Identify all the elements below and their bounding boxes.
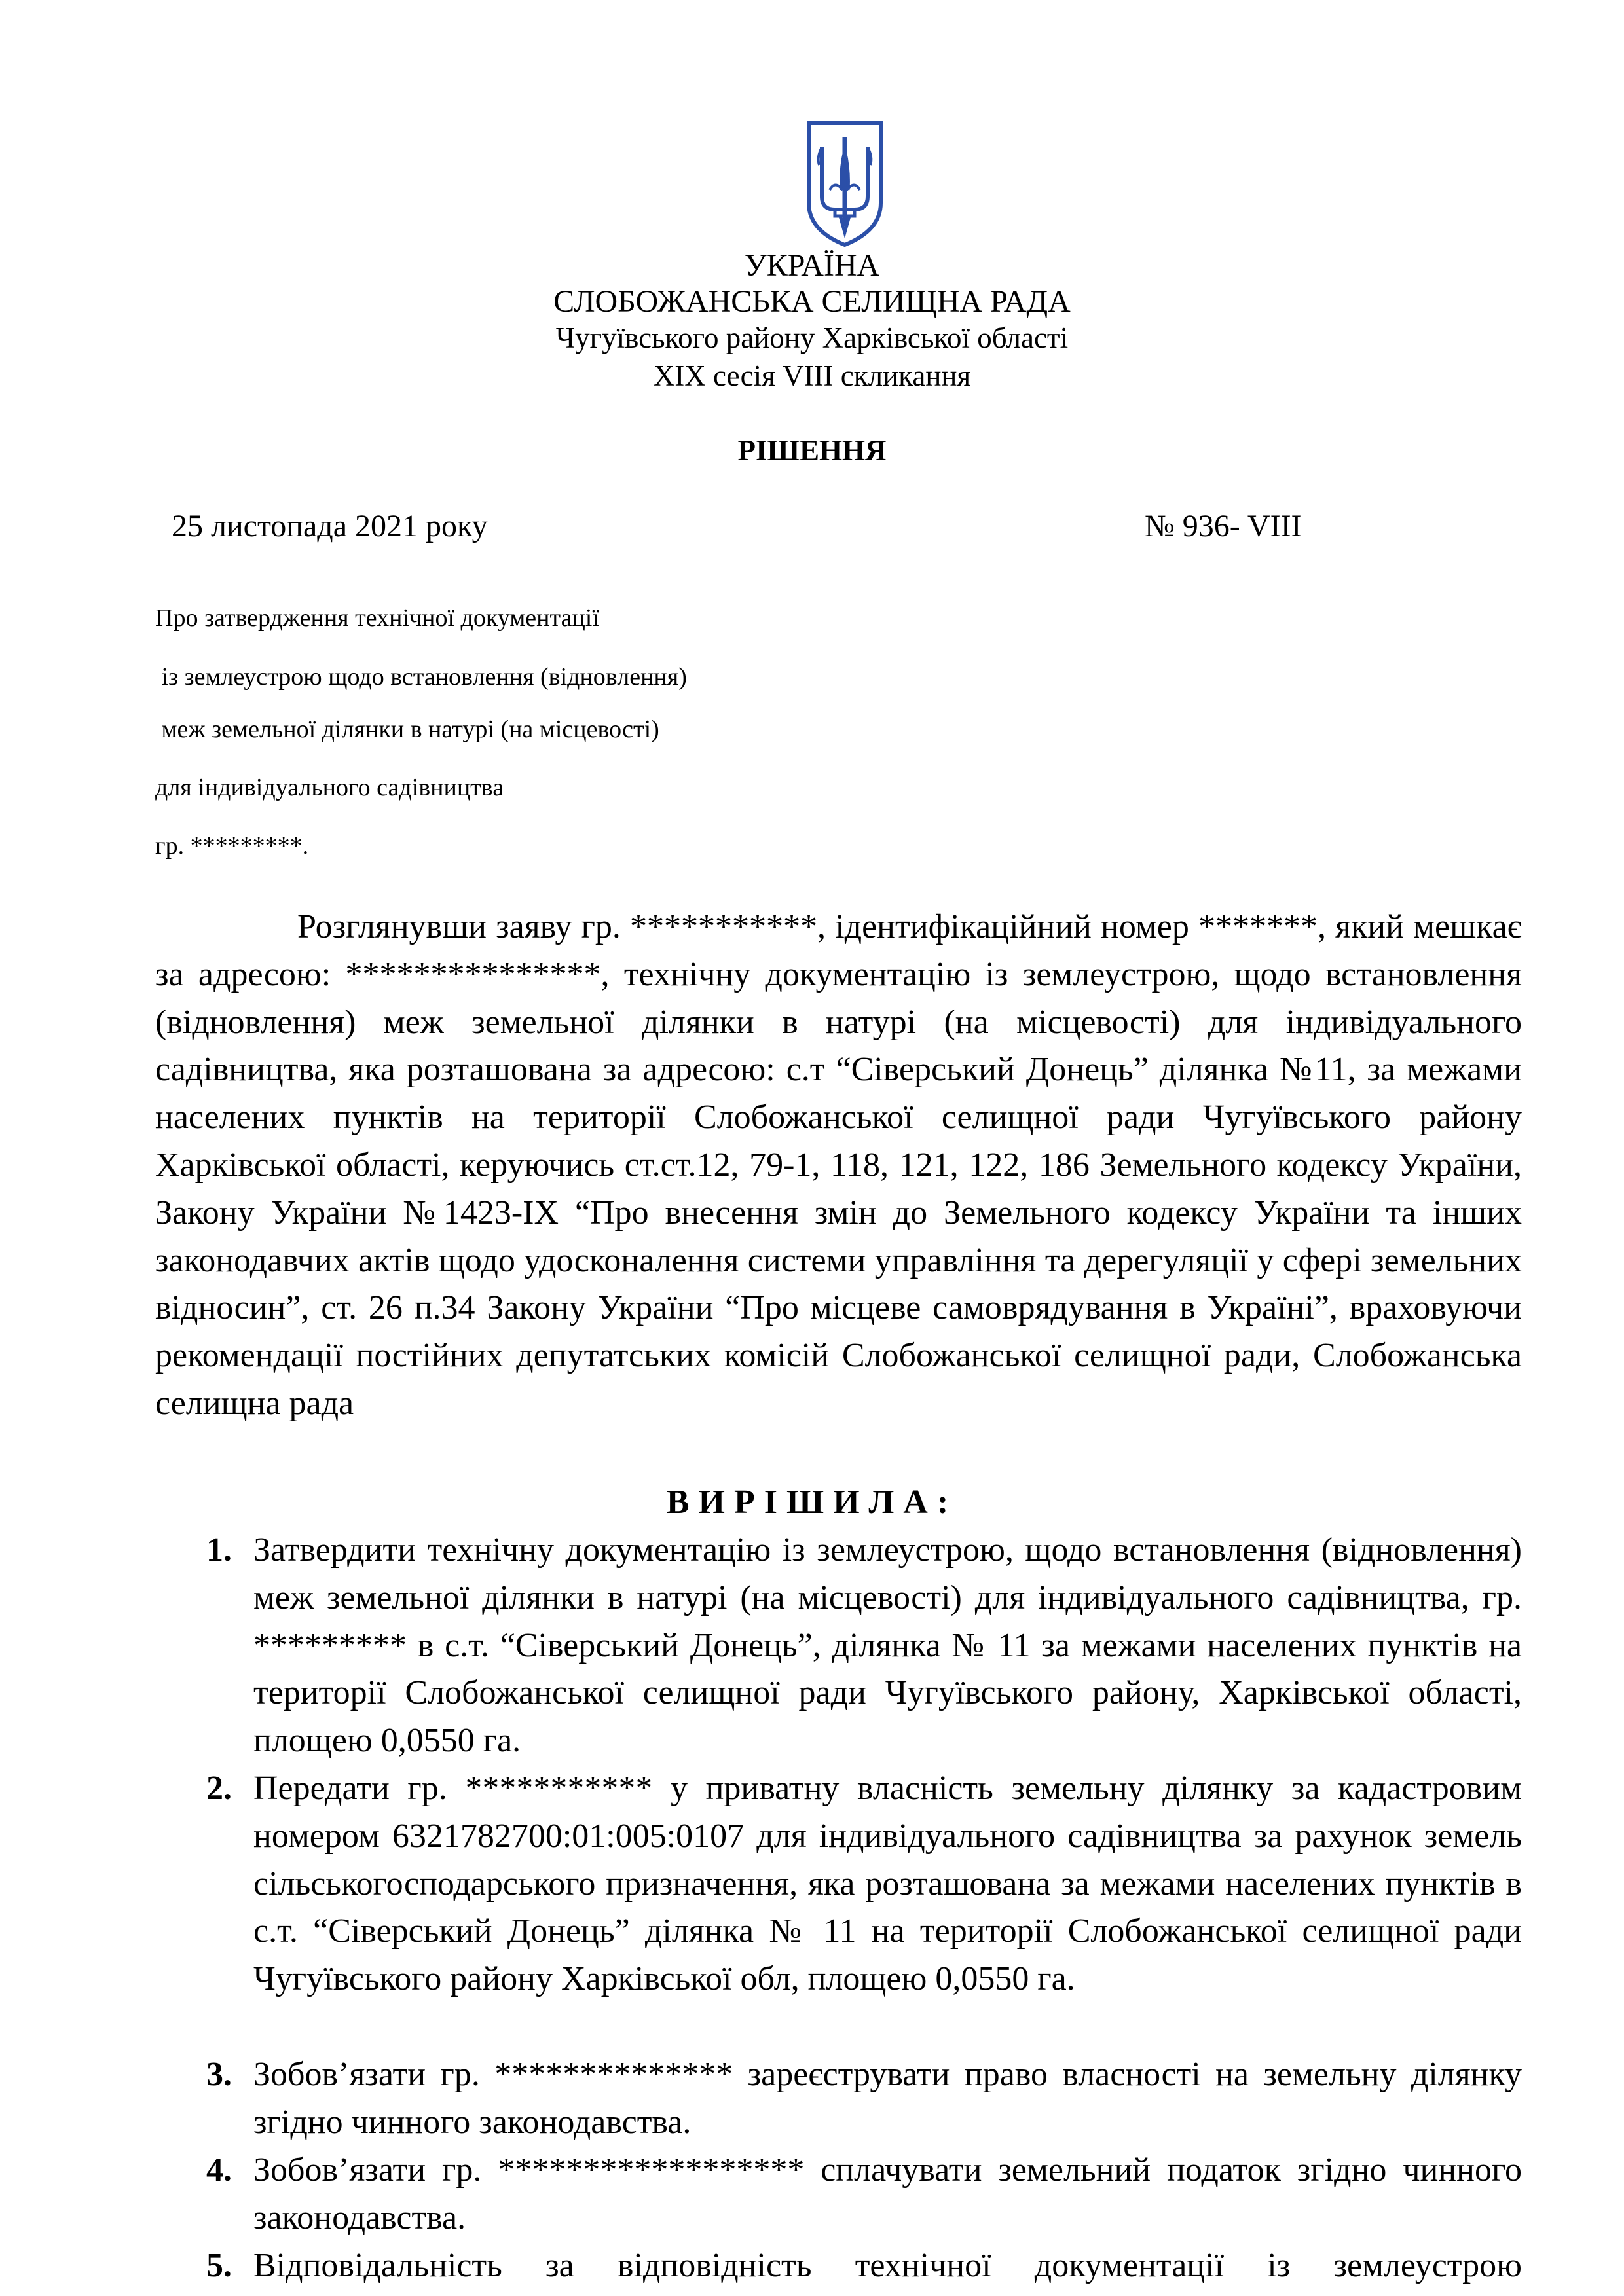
document-title: РІШЕННЯ [737,434,887,467]
decision-date: 25 листопада 2021 року [172,509,488,543]
subject-line: меж земельної ділянки в натурі (на місцевості) [155,716,659,743]
item-number: 4. [206,2151,232,2189]
header-district: Чугуївського району Харківської області [555,321,1069,354]
item-number: 5. [206,2247,232,2284]
preamble-paragraph: Розглянувши заяву гр. ***********, ідентифікаційний номер *******, який мешкає за адресою: ***************, технічну документацію із землеустрою, щодо встановлення (відновлення) меж земельної ділянки в натурі (на місцевості) для індивідуального садівництва, яка розташована за адресою: с.т “Сіверський Донець” ділянка №11, за межами населених пунктів на території Слобожанської селищної ради Чугуївського району Харківської області, керуючись ст.ст.12, 79-1, 118, 121, 122, 186 Земельного кодексу України, Закону України №1423-IX “Про внесення змін до Земельного кодексу України та інших законодавчих актів щодо удосконалення системи управління та дерегуляції у сфері земельних відносин”, ст. 26 п.34 Закону України “Про місцеве самоврядування в Україні”, враховуючи рекомендації постійних депутатських комісій Слобожанської селищної ради, Слобожанська селищна рада [155,908,1522,1422]
item-text: Зобов’язати гр. ****************** сплачувати земельний податок згідно чинного законодавства. [253,2151,1522,2236]
subject-line: для індивідуального садівництва [155,774,504,801]
decided-heading: ВИРІШИЛА: [666,1484,958,1521]
header-session: XIX сесія VIII скликання [653,359,971,392]
item-text: Затвердити технічну документацію із землеустрою, щодо встановлення (відновлення) меж земельної ділянки в натурі (на місцевості) для індивідуального садівництва, гр. ********* в с.т. “Сіверський Донець”, ділянка № 11 за межами населених пунктів на території Слобожанської селищної ради Чугуївського району, Харківської області, площею 0,0550 га. [253,1531,1522,1760]
decision-number: № 936- VIII [1145,509,1302,543]
trident-coat-of-arms-icon [802,118,887,249]
subject-line: із землеустрою щодо встановлення (відновлення) [155,663,687,691]
item-number: 2. [206,1770,232,1807]
subject-line: Про затвердження технічної документації [155,604,599,632]
item-number: 3. [206,2056,232,2093]
header-council: СЛОБОЖАНСЬКА СЕЛИЩНА РАДА [553,284,1071,319]
item-number: 1. [206,1531,232,1569]
item-text: Зобов’язати гр. ************** зареєструвати право власності на земельну ділянку згідно чинного законодавства. [253,2056,1522,2141]
item-text: Відповідальність за відповідність технічної документації із землеустрою [253,2247,1522,2284]
subject-line: гр. *********. [155,832,309,860]
header-country: УКРАЇНА [744,248,880,283]
item-text: Передати гр. *********** у приватну власність земельну ділянку за кадастровим номером 6321782700:01:005:0107 для індивідуального садівництва за рахунок земель сільськогосподарського призначення, яка розташована за межами населених пунктів в с.т. “Сіверський Донець” ділянка № 11 на території Слобожанської селищної ради Чугуївського району Харківської обл, площею 0,0550 га. [253,1770,1522,1998]
